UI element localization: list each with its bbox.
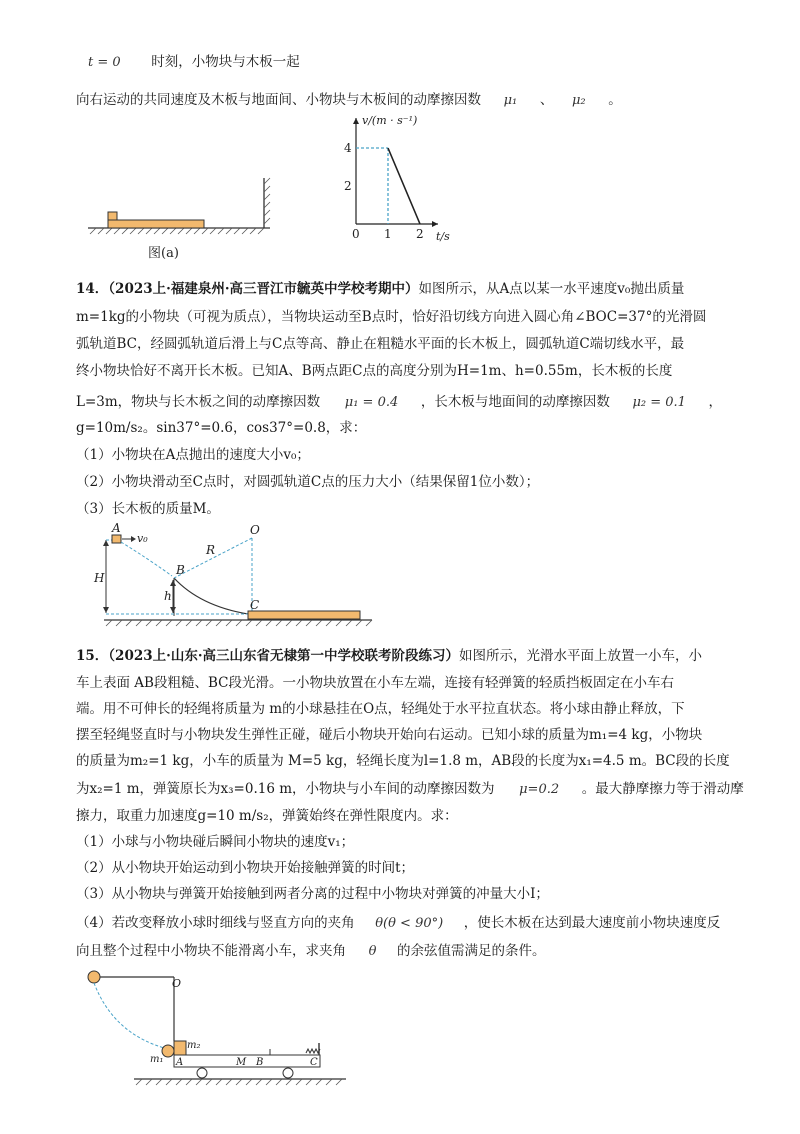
mu2-value: μ₂ = 0.1 <box>632 395 686 410</box>
label-H: H <box>94 571 105 585</box>
q15-sub-4c-text: 向且整个过程中小物块不能滑离小车，求夹角 <box>76 943 346 959</box>
q15-sub-4d-text: 的余弦值需满足的条件。 <box>397 943 546 959</box>
q15-sub-4-cont <box>76 941 546 962</box>
ground-hatch <box>90 228 264 234</box>
arc-track-BC <box>174 578 248 614</box>
q15-figure <box>84 965 354 1095</box>
q15-text-4: 摆至轻绳竖直时与小物块发生弹性正碰，碰后小物块开始向右运动。已知小球的质量为m₁=4 kg，小物块 <box>76 727 703 743</box>
q15-line-6 <box>76 779 744 800</box>
q15-source: （2023上·山东·高三山东省无棣第一中学校联考阶段练习） <box>108 648 460 664</box>
q15-text-5: 的质量为m₂=1 kg，小车的质量为 M=5 kg，轻绳长度为l=1.8 m，AB段的长度为x₁=4.5 m。BC段的长度 <box>76 753 730 769</box>
mu2-symbol: μ₂ <box>571 93 586 108</box>
q14-line-3 <box>76 334 684 354</box>
q14-source: （2023上·福建泉州·高三晋江市毓英中学校考期中） <box>108 281 419 297</box>
label-m1: m₁ <box>150 1054 164 1065</box>
x-tick-label: 0 <box>352 227 360 241</box>
q14-line-2 <box>76 307 706 327</box>
y-tick-label: 4 <box>344 141 352 155</box>
q15-sub-1-text: （1）小球与小物块碰后瞬间小物块的速度v₁； <box>76 834 355 850</box>
label-R: R <box>206 543 216 557</box>
q15-number: 15． <box>76 648 109 664</box>
q14-text-5a: L=3m，物块与长木板之间的动摩擦因数 <box>76 394 321 410</box>
separator: 、 <box>539 92 554 108</box>
figure-a <box>84 172 294 262</box>
x-axis-label: t/s <box>436 230 450 243</box>
label-A: A <box>176 1057 184 1068</box>
q14-line-6 <box>76 418 366 438</box>
q14-text-2: m=1kg的小物块（可视为质点），当物块运动至B点时，恰好沿切线方向进入圆心角∠BOC=37°的光滑圆 <box>76 309 707 325</box>
wall-hatch <box>264 178 270 224</box>
theta-symbol: θ <box>368 944 377 959</box>
q15-text-6a: 为x₂=1 m，弹簧原长为x₃=0.16 m，小物块与小车间的动摩擦因数为 <box>76 781 495 797</box>
ball-initial <box>88 971 100 983</box>
q15-text-1: 如图所示，光滑水平面上放置一小车，小 <box>459 648 703 664</box>
q15-text-6b: 。最大静摩擦力等于滑动摩 <box>581 781 744 797</box>
intro-line-1 <box>88 52 300 73</box>
theta-condition: θ(θ < 90°) <box>375 916 444 931</box>
y-axis-label: v/(m · s⁻¹) <box>362 114 418 127</box>
q14-figure <box>90 520 380 638</box>
q14-sub-3-text: （3）长木板的质量M。 <box>76 501 220 517</box>
q14-sub-3 <box>76 499 220 519</box>
q15-text-7: 擦力，取重力加速度g=10 m/s₂，弹簧始终在弹性限度内。求： <box>76 808 458 824</box>
label-O: O <box>172 977 182 990</box>
label-B: B <box>176 563 185 577</box>
q15-sub-2-text: （2）从小物块开始运动到小物块开始接触弹簧的时间t； <box>76 860 415 876</box>
q15-text-2: 车上表面 AB段粗糙、BC段光滑。一小物块放置在小车左端，连接有轻弹簧的轻质挡板固定在小车右 <box>76 675 674 691</box>
projectile-path <box>121 542 172 576</box>
mu1-value: μ₁ = 0.4 <box>344 395 399 410</box>
swing-path <box>94 983 168 1049</box>
q14-text-6: g=10m/s₂。sin37°=0.6，cos37°=0.8，求： <box>76 420 367 436</box>
long-board <box>108 220 204 228</box>
figure-b-vt-chart <box>330 110 470 248</box>
mu-value: μ=0.2 <box>519 782 560 797</box>
label-m2: m₂ <box>187 1040 201 1051</box>
intro-line-2 <box>76 90 622 111</box>
label-M: M <box>236 1057 247 1068</box>
t0-formula-image: t = 0 <box>88 55 121 70</box>
y-axis-arrow <box>353 118 359 124</box>
label-v0: v₀ <box>137 532 148 545</box>
label-A: A <box>112 521 121 535</box>
label-B: B <box>256 1057 264 1068</box>
small-block <box>108 212 117 220</box>
q14-sub-2-text: （2）小物块滑动至C点时，对圆弧轨道C点的压力大小（结果保留1位小数）； <box>76 474 540 490</box>
wheel-right <box>283 1068 293 1078</box>
q14-line-4 <box>76 361 672 381</box>
q15-sub-4b-text: ，使长木板在达到最大速度前小物块速度反 <box>463 915 721 931</box>
q15-ground-hatch <box>136 1079 342 1085</box>
q14-text-1: 如图所示，从A点以某一水平速度v₀抛出质量 <box>418 281 685 297</box>
q14-text-5b: ，长木板与地面间的动摩擦因数 <box>420 394 610 410</box>
q15-line-4 <box>76 725 702 745</box>
q14-text-3: 弧轨道BC，经圆弧轨道后滑上与C点等高、静止在粗糙水平面的长木板上，圆弧轨道C端切线水平，最 <box>76 336 685 352</box>
q15-line-5 <box>76 751 730 771</box>
q14-long-board <box>248 611 360 619</box>
q14-text-5c: ， <box>708 394 723 410</box>
fig-a-caption: 图(a) <box>148 246 179 261</box>
q15-text-3: 端。用不可伸长的轻绳将质量为 m的小球悬挂在O点，轻绳处于水平拉直状态。将小球由静止释放，下 <box>76 701 685 717</box>
wheel-left <box>197 1068 207 1078</box>
label-h: h <box>164 589 172 603</box>
period: 。 <box>608 92 622 108</box>
q15-sub-3 <box>76 884 549 904</box>
q15-sub-4a-text: （4）若改变释放小球时细线与竖直方向的夹角 <box>76 915 355 931</box>
mu1-symbol: μ₁ <box>503 93 518 108</box>
q14-line-1 <box>76 279 684 299</box>
x-axis-arrow <box>432 221 438 227</box>
x-tick-label: 1 <box>384 227 392 241</box>
block-m2 <box>174 1041 186 1055</box>
ball-bottom <box>162 1045 174 1057</box>
block-A <box>112 535 121 543</box>
label-O: O <box>250 523 260 537</box>
q15-line-1 <box>76 646 702 666</box>
q15-sub-1 <box>76 832 354 852</box>
q14-text-4: 终小物块恰好不离开长木板。已知A、B两点距C点的高度分别为H=1m、h=0.55m，长木板的长度 <box>76 363 673 379</box>
vt-line-segment <box>388 148 420 224</box>
q14-line-5 <box>76 392 722 413</box>
label-C: C <box>250 598 260 612</box>
label-C: C <box>310 1057 318 1068</box>
q15-sub-3-text: （3）从小物块与弹簧开始接触到两者分离的过程中小物块对弹簧的冲量大小I； <box>76 886 549 902</box>
q15-line-2 <box>76 673 674 693</box>
q15-sub-2 <box>76 858 414 878</box>
spring <box>306 1049 320 1053</box>
q15-line-7 <box>76 806 458 826</box>
q14-sub-2 <box>76 472 539 492</box>
q14-sub-1 <box>76 445 310 465</box>
q14-number: 14． <box>76 281 109 297</box>
q15-sub-4 <box>76 913 720 934</box>
q15-line-3 <box>76 699 685 719</box>
q14-ground-hatch <box>106 620 372 626</box>
q14-sub-1-text: （1）小物块在A点抛出的速度大小v₀； <box>76 447 310 463</box>
y-tick-label: 2 <box>344 179 352 193</box>
cart-body <box>174 1055 320 1067</box>
intro-text-2: 向右运动的共同速度及木板与地面间、小物块与木板间的动摩擦因数 <box>76 92 481 108</box>
intro-text-1: 时刻，小物块与木板一起 <box>151 54 300 70</box>
x-tick-label: 2 <box>416 227 424 241</box>
